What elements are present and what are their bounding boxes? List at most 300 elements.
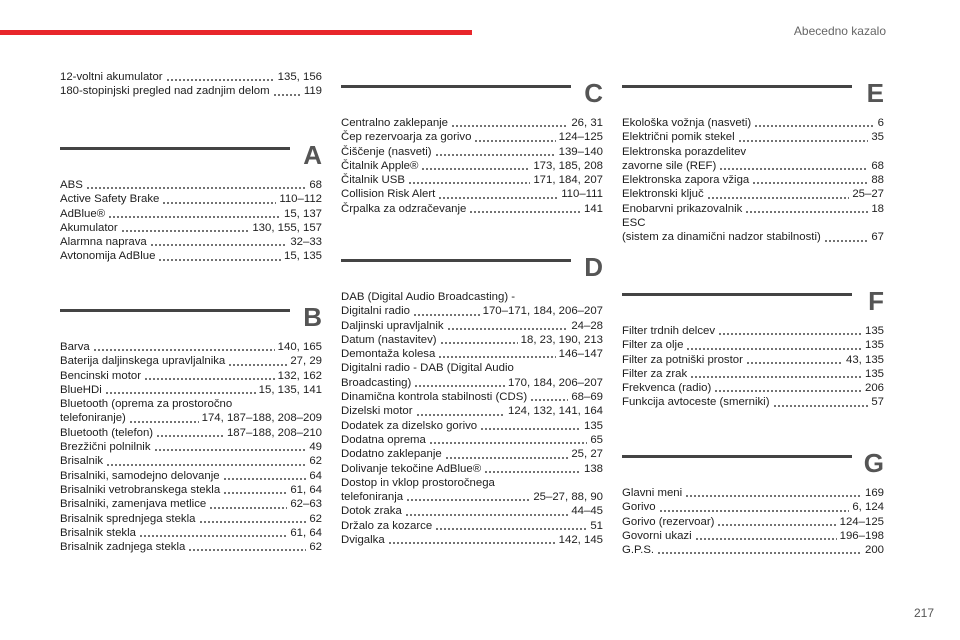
index-entry: [341, 333, 603, 347]
index-entry-term: G.P.S.: [622, 544, 655, 557]
index-entry: [622, 338, 884, 352]
index-entry-row: [341, 390, 603, 404]
index-entry: [60, 70, 322, 84]
dot-leader: [121, 230, 250, 232]
index-entry-row: [60, 512, 322, 526]
dot-leader: [154, 449, 307, 451]
dot-leader: [773, 405, 869, 407]
section-heading: [622, 286, 884, 316]
index-entry-row: [341, 419, 603, 433]
dot-leader: [223, 492, 287, 494]
index-entry-term: Barva: [60, 341, 90, 353]
index-entry-pages: 138: [583, 462, 603, 475]
index-entry-pages: 26, 31: [571, 117, 603, 129]
index-entry-pages: 88: [871, 174, 884, 187]
index-entry-row: [622, 353, 884, 367]
index-entry-term: Dvigalka: [341, 534, 385, 547]
section-heading: [341, 78, 603, 108]
section-letter: A: [303, 140, 322, 170]
index-entry-term: Daljinski upravljalnik: [341, 319, 444, 332]
index-entry-pages: 135, 156: [277, 71, 322, 83]
index-entry-term: Brezžični polnilnik: [60, 441, 151, 454]
index-entry-row: [60, 207, 322, 221]
index-entry-row: [341, 304, 603, 318]
index-entry: [341, 504, 603, 518]
dot-leader: [166, 79, 275, 81]
index-entry-term: Avtonomija AdBlue: [60, 250, 156, 263]
dot-leader: [435, 528, 587, 530]
index-entry-pages: 171, 184, 207: [533, 174, 603, 187]
index-entry: [60, 540, 322, 554]
index-entry: [60, 221, 322, 235]
index-entry-term: Dizelski motor: [341, 405, 413, 418]
index-entry-pages: 62–63: [290, 498, 322, 511]
index-entry-term: Brisalnik stekla: [60, 526, 136, 539]
index-entry: [60, 512, 322, 526]
index-entry-row: [622, 486, 884, 500]
index-entry-row: [60, 84, 322, 98]
index-section-numeric: [60, 70, 322, 99]
index-entry-row: [60, 178, 322, 192]
index-entry-row: [341, 333, 603, 347]
index-entry-pages: 68: [309, 179, 322, 191]
dot-leader: [754, 125, 875, 127]
index-entry-term: Dinamična kontrola stabilnosti (CDS): [341, 391, 528, 404]
index-entry-pages: 44–45: [571, 505, 603, 518]
index-entry-pages: 110–111: [561, 188, 603, 201]
index-entry-term: Broadcasting): [341, 376, 412, 389]
dot-leader: [414, 385, 505, 387]
index-entry: [60, 235, 322, 249]
dot-leader: [484, 471, 581, 473]
index-entry-pages: 18, 23, 190, 213: [520, 333, 603, 346]
index-entry: [341, 433, 603, 447]
index-entry-row: [341, 130, 603, 144]
index-entry-pages: 130, 155, 157: [252, 221, 322, 234]
index-entry-row: [60, 540, 322, 554]
index-entry: [60, 84, 322, 98]
dot-leader: [707, 197, 850, 199]
index-entry-term: 180-stopinjski pregled nad zadnjim delom: [60, 85, 270, 98]
index-entry-term: 12-voltni akumulator: [60, 71, 163, 83]
index-entry-pages: 25–27, 88, 90: [533, 491, 603, 504]
dot-leader: [413, 314, 480, 316]
index-entry-term: Čitalnik Apple®: [341, 159, 419, 172]
index-entry: [341, 116, 603, 130]
index-entry-term: Centralno zaklepanje: [341, 117, 449, 129]
index-entry-term-line: ESC: [622, 217, 646, 230]
index-entry-term-line: Dostop in vklop prostoročnega: [341, 476, 495, 489]
index-entry: [60, 426, 322, 440]
index-entry: [341, 130, 603, 144]
index-entry-row: [622, 395, 884, 409]
index-entry-pages: 61, 64: [290, 526, 322, 539]
index-entry-term: Brisalnik sprednjega stekla: [60, 512, 196, 525]
index-entry-pages: 135: [864, 367, 884, 380]
index-entry-row: [341, 202, 603, 216]
dot-leader: [93, 349, 275, 351]
index-entry-term: Gorivo: [622, 501, 656, 514]
index-entry-row: [60, 526, 322, 540]
index-entry: [622, 515, 884, 529]
index-entry-pages: 170, 184, 206–207: [507, 376, 603, 389]
index-entry-pages: 43, 135: [845, 353, 884, 366]
index-entry-row: [341, 159, 603, 173]
index-entry-term: Filter za olje: [622, 339, 684, 352]
dot-leader: [824, 240, 869, 242]
index-entry-row: [60, 354, 322, 368]
index-entry: [60, 397, 322, 426]
page-number: 217: [913, 606, 934, 620]
header-accent-bar: [0, 30, 472, 35]
index-entry-pages: 25–27: [852, 188, 884, 201]
dot-leader: [717, 524, 836, 526]
index-entry-pages: 142, 145: [558, 534, 603, 547]
index-entry: [341, 390, 603, 404]
index-entry-row: [622, 130, 884, 144]
index-entry-term: AdBlue®: [60, 207, 106, 220]
index-entry-pages: 124–125: [839, 515, 884, 528]
index-entry-pages: 27, 29: [290, 355, 322, 368]
index-entry-row: [622, 173, 884, 187]
index-entry-term: Alarmna naprava: [60, 236, 147, 249]
section-heading: [60, 302, 322, 332]
index-entry-row: [622, 543, 884, 557]
index-entry-term: Brisalnik: [60, 455, 104, 468]
dot-leader: [746, 362, 843, 364]
index-entry-pages: 68–69: [571, 391, 603, 404]
dot-leader: [156, 435, 224, 437]
index-entry-pages: 32–33: [290, 236, 322, 249]
index-entry: [341, 519, 603, 533]
index-entry-row: [622, 338, 884, 352]
index-entry: [341, 173, 603, 187]
dot-leader: [209, 507, 287, 509]
index-entry: [60, 192, 322, 206]
section-letter: D: [584, 252, 603, 282]
index-entry-term: Dolivanje tekočine AdBlue®: [341, 462, 482, 475]
index-entry-row: [60, 340, 322, 354]
index-entry-term: Ekološka vožnja (nasveti): [622, 117, 752, 129]
index-entry-row: [341, 319, 603, 333]
index-entry-term: Dotok zraka: [341, 505, 402, 518]
dot-leader: [530, 399, 568, 401]
section-divider: [341, 85, 571, 88]
index-entry-term: zavorne sile (REF): [622, 159, 717, 172]
index-entry-pages: 61, 64: [290, 483, 322, 496]
index-entry-term: Čitalnik USB: [341, 174, 405, 187]
dot-leader: [695, 538, 837, 540]
index-entry-term: ABS: [60, 179, 83, 191]
index-entry: [622, 216, 884, 245]
index-entry-pages: 15, 135: [283, 250, 322, 263]
index-entry-row: [341, 347, 603, 361]
section-letter: B: [303, 302, 322, 332]
index-entry: [341, 159, 603, 173]
index-entry-pages: 140, 165: [277, 341, 322, 353]
index-entry-term: Bencinski motor: [60, 369, 142, 382]
index-entry-term: Brisalniki, samodejno delovanje: [60, 469, 220, 482]
dot-leader: [435, 154, 556, 156]
index-entry-term-line: DAB (Digital Audio Broadcasting) -: [341, 291, 516, 303]
index-entry-pages: 67: [871, 231, 884, 244]
dot-leader: [273, 94, 301, 96]
dot-leader: [162, 202, 276, 204]
index-entry: [622, 395, 884, 409]
index-entry-pages: 196–198: [839, 529, 884, 542]
index-entry-pages: 187–188, 208–210: [226, 426, 322, 439]
index-entry-term: (sistem za dinamični nadzor stabilnosti): [622, 231, 821, 244]
index-entry-term: Active Safety Brake: [60, 193, 160, 206]
dot-leader: [451, 125, 568, 127]
index-entry-term: Datum (nastavitev): [341, 333, 437, 346]
dot-leader: [405, 514, 569, 516]
index-entry: [60, 526, 322, 540]
index-entry: [341, 202, 603, 216]
index-entry-term: Enobarvni prikazovalnik: [622, 202, 743, 215]
index-entry-row: [622, 159, 884, 173]
index-entry-term: Frekvenca (radio): [622, 382, 712, 395]
index-entry-row: [341, 376, 603, 390]
index-entry-row: [622, 324, 884, 338]
dot-leader: [440, 342, 518, 344]
index-entry: [60, 354, 322, 368]
dot-leader: [686, 348, 862, 350]
index-entry-pages: 174, 187–188, 208–209: [201, 412, 322, 425]
dot-leader: [659, 510, 850, 512]
dot-leader: [445, 457, 569, 459]
index-entry-pages: 6: [877, 117, 884, 129]
index-entry: [622, 202, 884, 216]
index-entry: [622, 173, 884, 187]
index-section-f: [622, 286, 884, 410]
index-entry-term-line: Digitalni radio - DAB (Digital Audio: [341, 362, 514, 375]
index-entry: [341, 476, 603, 505]
index-section-g: [622, 448, 884, 557]
index-entry: [341, 145, 603, 159]
index-entry: [60, 178, 322, 192]
index-entry-row: [622, 187, 884, 201]
index-entry: [341, 447, 603, 461]
index-entry-row: [60, 235, 322, 249]
index-entry-row: [622, 116, 884, 130]
index-entry-pages: 110–112: [279, 193, 322, 206]
index-entry-row: [341, 145, 603, 159]
index-entry-term: Filter za zrak: [622, 367, 688, 380]
dot-leader: [745, 211, 868, 213]
index-entry-pages: 15, 135, 141: [258, 383, 322, 396]
index-entry-pages: 200: [864, 544, 884, 557]
index-entry-term: Dodatna oprema: [341, 433, 426, 446]
index-entry: [622, 353, 884, 367]
index-section-e: [622, 78, 884, 245]
index-entry: [60, 497, 322, 511]
dot-leader: [657, 552, 862, 554]
index-entry: [622, 130, 884, 144]
dot-leader: [685, 495, 862, 497]
index-entry-row: [341, 116, 603, 130]
section-heading: [60, 140, 322, 170]
page-header-title: Abecedno kazalo: [793, 24, 886, 38]
index-entry-pages: 24–28: [571, 319, 603, 332]
dot-leader: [139, 535, 287, 537]
index-entry-row: [622, 381, 884, 395]
dot-leader: [408, 182, 530, 184]
index-entry-pages: 170–171, 184, 206–207: [482, 305, 603, 318]
dot-leader: [429, 442, 587, 444]
section-divider: [341, 259, 571, 262]
index-entry-pages: 119: [303, 85, 322, 98]
index-entry-row: [60, 411, 322, 425]
section-letter: E: [866, 78, 884, 108]
index-entry-row: [341, 519, 603, 533]
section-letter: G: [863, 448, 884, 478]
index-entry-term-line: Elektronska porazdelitev: [622, 145, 747, 158]
index-entry-row: [60, 70, 322, 84]
index-entry: [60, 340, 322, 354]
index-entry-term: telefoniranja: [341, 491, 404, 504]
index-entry-pages: 68: [871, 159, 884, 172]
dot-leader: [738, 140, 869, 142]
index-entry-row: [60, 497, 322, 511]
index-entry-term-line: Bluetooth (oprema za prostoročno: [60, 398, 233, 411]
section-letter: C: [584, 78, 603, 108]
index-entry: [60, 383, 322, 397]
section-heading: [341, 252, 603, 282]
index-entry-pages: 18: [871, 202, 884, 215]
dot-leader: [223, 478, 307, 480]
index-entry-pages: 49: [309, 441, 322, 454]
index-entry-row: [341, 462, 603, 476]
dot-leader: [228, 364, 287, 366]
index-entry-row: [341, 173, 603, 187]
dot-leader: [469, 211, 581, 213]
dot-leader: [438, 197, 558, 199]
dot-leader: [406, 499, 530, 501]
index-entry-term: Električni pomik stekel: [622, 131, 735, 144]
index-entry-row: [622, 230, 884, 244]
dot-leader: [108, 216, 281, 218]
dot-leader: [474, 140, 555, 142]
index-entry: [60, 369, 322, 383]
index-entry: [622, 543, 884, 557]
index-entry-row: [341, 504, 603, 518]
dot-leader: [752, 182, 868, 184]
index-entry-term: Čiščenje (nasveti): [341, 145, 432, 158]
index-entry-pages: 35: [871, 131, 884, 144]
index-section-d: [341, 252, 603, 547]
index-entry: [341, 347, 603, 361]
index-entry-row: [60, 440, 322, 454]
dot-leader: [416, 414, 505, 416]
index-section-c: [341, 78, 603, 216]
index-entry-term: Digitalni radio: [341, 305, 411, 318]
section-divider: [622, 85, 852, 88]
index-entry-row: [60, 192, 322, 206]
section-heading: [622, 78, 884, 108]
index-entry-pages: 62: [309, 541, 322, 554]
index-entry: [622, 500, 884, 514]
index-entry-pages: 124, 132, 141, 164: [507, 405, 603, 418]
index-entry: [60, 469, 322, 483]
index-entry: [60, 207, 322, 221]
index-entry-term: Dodatek za dizelsko gorivo: [341, 419, 478, 432]
dot-leader: [86, 187, 307, 189]
index-entry-term: Dodatno zaklepanje: [341, 448, 442, 461]
index-entry-pages: 6, 124: [852, 501, 884, 514]
index-entry: [60, 454, 322, 468]
index-entry: [341, 533, 603, 547]
dot-leader: [199, 521, 307, 523]
index-entry-row: [341, 490, 603, 504]
index-entry: [622, 486, 884, 500]
index-entry-row: [341, 433, 603, 447]
index-entry-pages: 206: [864, 382, 884, 395]
index-entry-term: Črpalka za odzračevanje: [341, 202, 467, 215]
index-entry: [622, 529, 884, 543]
index-entry-row: [60, 221, 322, 235]
index-entry-term: Brisalnik zadnjega stekla: [60, 541, 186, 554]
index-entry-row: [341, 404, 603, 418]
index-entry-row: [60, 483, 322, 497]
index-entry-row: [622, 367, 884, 381]
index-entry-term: Bluetooth (telefon): [60, 426, 154, 439]
index-entry: [60, 483, 322, 497]
index-entry: [622, 187, 884, 201]
index-entry-row: [60, 369, 322, 383]
index-entry-term: Gorivo (rezervoar): [622, 515, 715, 528]
index-entry-pages: 65: [590, 433, 603, 446]
index-entry-row: [622, 515, 884, 529]
index-entry-term: BlueHDi: [60, 383, 102, 396]
index-entry-term: telefoniranje): [60, 412, 126, 425]
index-entry-term: Akumulator: [60, 221, 118, 234]
index-entry-term: Filter trdnih delcev: [622, 325, 716, 337]
dot-leader: [480, 428, 581, 430]
index-entry-row: [341, 447, 603, 461]
dot-leader: [158, 259, 281, 261]
section-divider: [60, 309, 290, 312]
index-entry-row: [341, 533, 603, 547]
index-entry-row: [60, 469, 322, 483]
index-entry: [622, 367, 884, 381]
index-entry-term: Funkcija avtoceste (smerniki): [622, 396, 770, 409]
index-entry-pages: 135: [583, 419, 603, 432]
index-entry-term: Držalo za kozarce: [341, 519, 433, 532]
index-entry: [622, 324, 884, 338]
section-heading: [622, 448, 884, 478]
index-entry: [341, 404, 603, 418]
index-entry-row: [622, 202, 884, 216]
index-entry-term: Govorni ukazi: [622, 529, 692, 542]
index-entry-row: [60, 454, 322, 468]
index-entry-term: Elektronski ključ: [622, 188, 704, 201]
index-entry-row: [60, 426, 322, 440]
index-entry: [341, 290, 603, 319]
index-entry-row: [622, 500, 884, 514]
index-entry: [60, 440, 322, 454]
section-divider: [60, 147, 290, 150]
index-entry-term: Čep rezervoarja za gorivo: [341, 131, 472, 144]
index-entry-pages: 135: [864, 339, 884, 352]
index-entry-row: [60, 249, 322, 263]
index-entry: [341, 361, 603, 390]
index-entry-pages: 62: [309, 455, 322, 468]
dot-leader: [106, 464, 306, 466]
index-entry-pages: 51: [590, 519, 603, 532]
dot-leader: [714, 390, 862, 392]
index-entry-pages: 57: [871, 396, 884, 409]
